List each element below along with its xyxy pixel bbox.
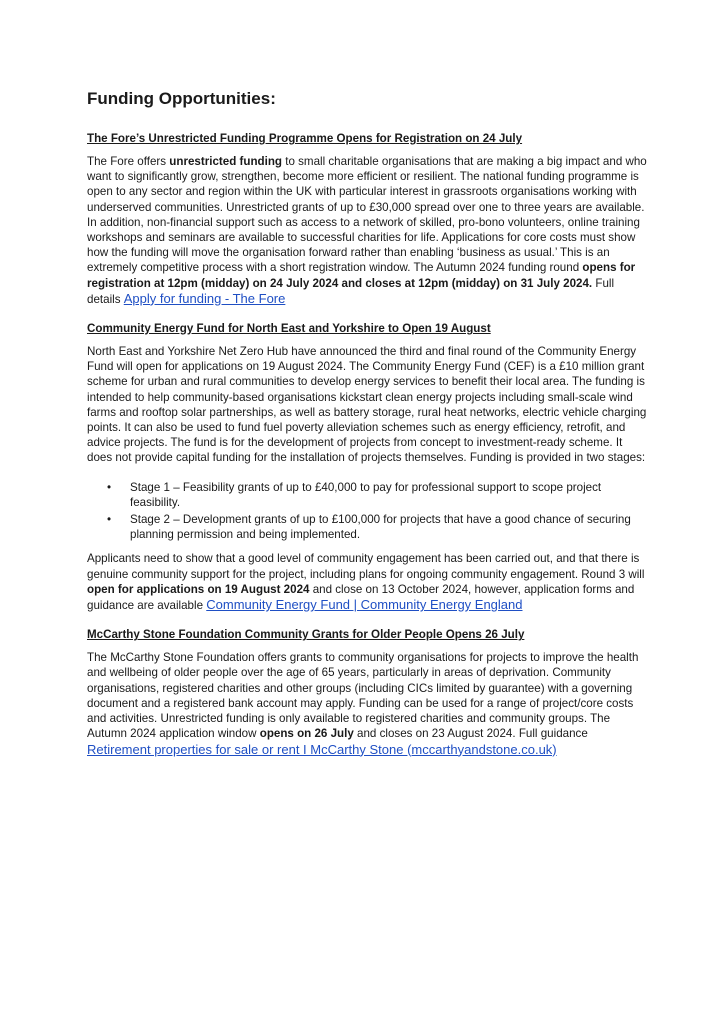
text: The McCarthy Stone Foundation offers grants to community organisations for projects to improve the health and wellbeing of older people over the age of 65 years, particularly in areas of deprivation. Community organisations, registered charities and other groups (including CICs limited by guarantee) with a governing document and a registered bank account may apply. Funding can be used for a range of project/core costs and activities. Unrestricted funding is only available to registered charities and community groups. The Autumn 2024 application window — [87, 651, 639, 741]
section-paragraph — [87, 650, 647, 757]
bold-text: unrestricted funding — [169, 155, 282, 168]
apply-for-funding-link[interactable]: Apply for funding - The Fore — [123, 290, 286, 306]
text: The Fore offers — [87, 155, 170, 168]
list-item — [107, 512, 647, 542]
text: Applicants need to show that a good level of community engagement has been carried out, and that there is genuine community support for the project, including plans for ongoing community engagement. Round 3 will — [87, 552, 645, 581]
section-paragraph — [87, 551, 647, 613]
section-heading: Community Energy Fund for North East and Yorkshire to Open 19 August — [87, 322, 491, 336]
section-paragraph — [87, 154, 647, 307]
section-mccarthy-stone — [87, 627, 647, 757]
bold-text: opens on 26 July — [259, 727, 354, 741]
section-community-energy-fund — [87, 321, 647, 613]
mccarthy-stone-link[interactable]: Retirement properties for sale or rent I McCarthy Stone (mccarthyandstone.co.uk) — [87, 741, 557, 757]
stage-list — [87, 480, 647, 543]
text: Full details — [87, 276, 615, 306]
text: and closes on 23 August 2024. Full guidance — [353, 727, 588, 741]
section-heading: The Fore’s Unrestricted Funding Programme Opens for Registration on 24 July — [87, 132, 523, 145]
section-the-fore — [87, 131, 647, 307]
list-item-text: Stage 1 – Feasibility grants of up to £40,000 to pay for professional support to scope project feasibility. — [130, 480, 602, 509]
text: to small charitable organisations that are making a big impact and who want to significantly grow, strengthen, become more efficient or resilient. The national funding programme is open to any sector and region within the UK with particular interest in grassroots organisations working with underserved communities. Unrestricted grants of up to £30,000 spread over one to three years are available. In addition, non-financial support such as access to a network of skilled, pro-bono volunteers, online training workshops and seminars are available to successful charities for life. Applications for core costs must show how the funding will move the organisation forward rather than enabling ‘business as usual.’ This is an extremely competitive process with a short registration window. The Autumn 2024 funding round — [87, 155, 647, 275]
list-item-text: Stage 2 – Development grants of up to £100,000 for projects that have a good chance of securing planning permission and being implemented. — [130, 513, 631, 542]
document-page — [87, 88, 647, 772]
bullet-icon: • — [107, 480, 112, 494]
community-energy-fund-link[interactable]: Community Energy Fund | Community Energy England — [206, 597, 523, 613]
bold-text: open for applications on 19 August 2024 — [87, 582, 310, 596]
text: and close on 13 October 2024, however, application forms and guidance are available — [87, 582, 635, 613]
bullet-icon: • — [107, 513, 112, 527]
list-item — [107, 480, 647, 510]
page-title: Funding Opportunities: — [87, 89, 276, 108]
bold-text: opens for registration at 12pm (midday) on 24 July 2024 and closes at 12pm (midday) on 31 July 2024. — [87, 261, 636, 290]
section-paragraph: North East and Yorkshire Net Zero Hub have announced the third and final round of the Community Energy Fund will open for applications on 19 August 2024. The Community Energy Fund (CEF) is a £10 million grant scheme for urban and rural communities to develop energy services to benefit their local area. The funding is intended to help community-based organisations kickstart clean energy projects including small-scale wind farms and rooftop solar partnerships, as well as battery storage, rural heat networks, electric vehicle charging points. It can also be used to fund fuel poverty alleviation schemes such as energy efficiency, retrofit, and advice projects. The fund is for the development of projects from concept to investment-ready scheme. It does not provide capital funding for the installation of projects themselves. Funding is provided in two stages: — [87, 345, 647, 465]
section-heading: McCarthy Stone Foundation Community Grants for Older People Opens 26 July — [87, 628, 525, 642]
